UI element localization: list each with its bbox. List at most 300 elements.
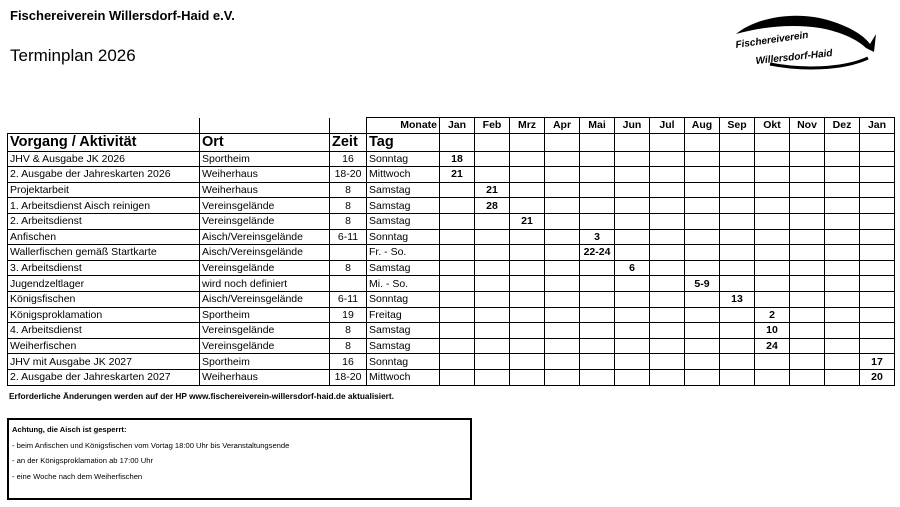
date-cell: 2 <box>755 307 790 323</box>
date-cell <box>790 291 825 307</box>
time-cell: 18-20 <box>330 369 367 385</box>
day-cell: Fr. - So. <box>367 245 440 261</box>
column-header-row <box>8 133 895 151</box>
date-cell <box>685 291 720 307</box>
table-row <box>8 213 895 229</box>
day-cell: Sonntag <box>367 291 440 307</box>
time-cell: 8 <box>330 260 367 276</box>
date-cell <box>755 369 790 385</box>
date-cell <box>790 198 825 214</box>
date-cell <box>615 245 650 261</box>
date-cell: 17 <box>860 354 895 370</box>
months-row <box>8 118 895 134</box>
activity-cell: Wallerfischen gemäß Startkarte <box>8 245 200 261</box>
day-cell: Mi. - So. <box>367 276 440 292</box>
date-cell <box>545 245 580 261</box>
date-cell <box>685 245 720 261</box>
day-cell: Sonntag <box>367 151 440 167</box>
warning-item: - eine Woche nach dem Weiherfischen <box>12 471 143 481</box>
date-cell <box>755 167 790 183</box>
day-cell: Samstag <box>367 260 440 276</box>
time-cell: 16 <box>330 354 367 370</box>
table-row <box>8 229 895 245</box>
time-cell: 19 <box>330 307 367 323</box>
activity-cell: 2. Arbeitsdienst <box>8 213 200 229</box>
date-cell <box>545 323 580 339</box>
table-row <box>8 369 895 385</box>
table-row <box>8 260 895 276</box>
empty-cell <box>825 133 860 151</box>
date-cell <box>580 354 615 370</box>
date-cell <box>825 307 860 323</box>
date-cell <box>510 276 545 292</box>
activity-cell: 2. Ausgabe der Jahreskarten 2027 <box>8 369 200 385</box>
date-cell <box>615 323 650 339</box>
time-cell <box>330 245 367 261</box>
time-cell: 6-11 <box>330 229 367 245</box>
day-cell: Samstag <box>367 198 440 214</box>
day-cell: Samstag <box>367 213 440 229</box>
date-cell <box>545 182 580 198</box>
month-header: Feb <box>475 118 510 134</box>
empty-cell <box>440 133 475 151</box>
date-cell <box>685 151 720 167</box>
month-header: Dez <box>825 118 860 134</box>
date-cell <box>615 338 650 354</box>
table-row <box>8 167 895 183</box>
date-cell <box>545 151 580 167</box>
date-cell <box>825 229 860 245</box>
date-cell <box>860 213 895 229</box>
date-cell <box>720 338 755 354</box>
date-cell <box>650 245 685 261</box>
date-cell <box>650 307 685 323</box>
date-cell <box>440 276 475 292</box>
day-cell: Freitag <box>367 307 440 323</box>
page-title: Terminplan 2026 <box>10 46 136 65</box>
club-logo-fish-icon <box>730 12 880 74</box>
location-cell: Sportheim <box>200 354 330 370</box>
date-cell <box>580 167 615 183</box>
location-cell: Aisch/Vereinsgelände <box>200 291 330 307</box>
time-cell: 8 <box>330 338 367 354</box>
date-cell <box>475 260 510 276</box>
date-cell <box>755 182 790 198</box>
date-cell <box>790 245 825 261</box>
month-header: Jan <box>860 118 895 134</box>
date-cell <box>685 213 720 229</box>
date-cell <box>510 338 545 354</box>
date-cell <box>510 198 545 214</box>
date-cell <box>720 151 755 167</box>
empty-cell <box>510 133 545 151</box>
activity-cell: 1. Arbeitsdienst Aisch reinigen <box>8 198 200 214</box>
date-cell: 13 <box>720 291 755 307</box>
location-cell: Vereinsgelände <box>200 213 330 229</box>
date-cell <box>510 323 545 339</box>
date-cell <box>755 260 790 276</box>
date-cell <box>825 338 860 354</box>
date-cell <box>615 167 650 183</box>
empty-cell <box>650 133 685 151</box>
month-header: Nov <box>790 118 825 134</box>
activity-cell: Projektarbeit <box>8 182 200 198</box>
date-cell: 21 <box>510 213 545 229</box>
warning-item: - beim Anfischen und Königsfischen vom Vortag 18:00 Uhr bis Veranstaltungsende <box>12 440 290 450</box>
date-cell <box>615 229 650 245</box>
date-cell <box>475 338 510 354</box>
date-cell: 22-24 <box>580 245 615 261</box>
date-cell <box>755 213 790 229</box>
date-cell <box>545 213 580 229</box>
month-header: Okt <box>755 118 790 134</box>
date-cell <box>790 276 825 292</box>
date-cell <box>790 182 825 198</box>
date-cell <box>650 167 685 183</box>
date-cell <box>440 182 475 198</box>
activity-cell: Königsfischen <box>8 291 200 307</box>
activity-cell: Weiherfischen <box>8 338 200 354</box>
location-cell: Vereinsgelände <box>200 260 330 276</box>
date-cell <box>825 245 860 261</box>
date-cell <box>580 338 615 354</box>
date-cell <box>825 354 860 370</box>
blank-cell <box>200 118 330 134</box>
date-cell <box>650 338 685 354</box>
date-cell <box>440 229 475 245</box>
date-cell <box>825 182 860 198</box>
date-cell <box>790 167 825 183</box>
empty-cell <box>545 133 580 151</box>
date-cell <box>475 354 510 370</box>
date-cell <box>755 276 790 292</box>
date-cell <box>650 291 685 307</box>
date-cell <box>545 198 580 214</box>
date-cell <box>440 198 475 214</box>
svg-text:Fischereiverein: Fischereiverein <box>734 29 810 51</box>
date-cell <box>440 291 475 307</box>
date-cell <box>650 229 685 245</box>
date-cell <box>580 213 615 229</box>
month-header: Jan <box>440 118 475 134</box>
date-cell <box>685 167 720 183</box>
date-cell <box>475 369 510 385</box>
date-cell <box>790 323 825 339</box>
date-cell <box>650 260 685 276</box>
date-cell <box>580 369 615 385</box>
date-cell <box>755 198 790 214</box>
date-cell <box>790 369 825 385</box>
time-cell: 6-11 <box>330 291 367 307</box>
location-cell: Vereinsgelände <box>200 323 330 339</box>
location-cell: Sportheim <box>200 307 330 323</box>
column-header-location: Ort <box>200 133 330 151</box>
date-cell <box>440 338 475 354</box>
date-cell <box>545 167 580 183</box>
location-cell: wird noch definiert <box>200 276 330 292</box>
table-row <box>8 276 895 292</box>
date-cell <box>440 245 475 261</box>
date-cell: 21 <box>440 167 475 183</box>
date-cell: 5-9 <box>685 276 720 292</box>
date-cell <box>755 245 790 261</box>
date-cell <box>685 198 720 214</box>
time-cell: 18-20 <box>330 167 367 183</box>
table-row <box>8 323 895 339</box>
date-cell <box>650 198 685 214</box>
date-cell <box>860 229 895 245</box>
date-cell <box>475 323 510 339</box>
month-header: Sep <box>720 118 755 134</box>
day-cell: Mittwoch <box>367 369 440 385</box>
date-cell <box>475 245 510 261</box>
blank-cell <box>8 118 200 134</box>
date-cell <box>650 323 685 339</box>
location-cell: Aisch/Vereinsgelände <box>200 245 330 261</box>
date-cell <box>440 213 475 229</box>
date-cell <box>860 291 895 307</box>
date-cell <box>440 323 475 339</box>
table-row <box>8 307 895 323</box>
location-cell: Aisch/Vereinsgelände <box>200 229 330 245</box>
empty-cell <box>720 133 755 151</box>
date-cell <box>685 307 720 323</box>
date-cell <box>545 276 580 292</box>
date-cell <box>510 260 545 276</box>
date-cell <box>475 151 510 167</box>
location-cell: Weiherhaus <box>200 369 330 385</box>
date-cell <box>615 369 650 385</box>
month-header: Mrz <box>510 118 545 134</box>
date-cell <box>860 182 895 198</box>
location-cell: Vereinsgelände <box>200 198 330 214</box>
date-cell <box>790 229 825 245</box>
date-cell <box>825 323 860 339</box>
date-cell <box>580 276 615 292</box>
date-cell <box>860 167 895 183</box>
date-cell <box>720 307 755 323</box>
warning-heading: Achtung, die Aisch ist gesperrt: <box>12 425 127 434</box>
date-cell <box>510 151 545 167</box>
date-cell: 3 <box>580 229 615 245</box>
date-cell <box>790 354 825 370</box>
date-cell <box>685 182 720 198</box>
table-row <box>8 151 895 167</box>
date-cell <box>685 229 720 245</box>
day-cell: Samstag <box>367 323 440 339</box>
date-cell <box>860 323 895 339</box>
date-cell <box>825 167 860 183</box>
empty-cell <box>755 133 790 151</box>
date-cell <box>650 369 685 385</box>
date-cell <box>475 276 510 292</box>
date-cell <box>545 338 580 354</box>
activity-cell: JHV mit Ausgabe JK 2027 <box>8 354 200 370</box>
empty-cell <box>685 133 720 151</box>
column-header-day: Tag <box>367 133 440 151</box>
date-cell <box>685 369 720 385</box>
date-cell <box>545 354 580 370</box>
date-cell <box>440 307 475 323</box>
date-cell <box>615 276 650 292</box>
date-cell <box>755 229 790 245</box>
date-cell <box>720 276 755 292</box>
date-cell <box>790 307 825 323</box>
warning-box <box>7 418 472 500</box>
date-cell <box>545 291 580 307</box>
activity-cell: Jugendzeltlager <box>8 276 200 292</box>
warning-item: - an der Königsproklamation ab 17:00 Uhr <box>12 456 153 465</box>
club-name: Fischereiverein Willersdorf-Haid e.V. <box>10 8 235 23</box>
date-cell <box>825 291 860 307</box>
date-cell <box>475 167 510 183</box>
date-cell <box>650 213 685 229</box>
date-cell <box>685 338 720 354</box>
date-cell <box>720 198 755 214</box>
location-cell: Weiherhaus <box>200 182 330 198</box>
date-cell <box>510 182 545 198</box>
date-cell <box>650 182 685 198</box>
date-cell <box>790 213 825 229</box>
date-cell <box>580 182 615 198</box>
month-header: Mai <box>580 118 615 134</box>
date-cell <box>545 260 580 276</box>
month-header: Jun <box>615 118 650 134</box>
date-cell <box>440 354 475 370</box>
months-label: Monate <box>367 118 440 134</box>
date-cell <box>755 291 790 307</box>
time-cell: 16 <box>330 151 367 167</box>
date-cell <box>720 369 755 385</box>
column-header-time: Zeit <box>330 133 367 151</box>
table-row <box>8 182 895 198</box>
date-cell <box>510 307 545 323</box>
day-cell: Samstag <box>367 182 440 198</box>
date-cell <box>720 229 755 245</box>
date-cell: 24 <box>755 338 790 354</box>
blank-cell <box>330 118 367 134</box>
location-cell: Sportheim <box>200 151 330 167</box>
date-cell <box>825 276 860 292</box>
date-cell: 10 <box>755 323 790 339</box>
date-cell <box>615 354 650 370</box>
date-cell <box>580 151 615 167</box>
date-cell <box>475 307 510 323</box>
date-cell <box>440 260 475 276</box>
location-cell: Weiherhaus <box>200 167 330 183</box>
day-cell: Samstag <box>367 338 440 354</box>
date-cell <box>580 198 615 214</box>
activity-cell: 4. Arbeitsdienst <box>8 323 200 339</box>
empty-cell <box>615 133 650 151</box>
table-row <box>8 198 895 214</box>
date-cell <box>510 291 545 307</box>
date-cell <box>510 354 545 370</box>
date-cell <box>720 245 755 261</box>
date-cell <box>860 338 895 354</box>
date-cell <box>685 260 720 276</box>
date-cell <box>825 260 860 276</box>
date-cell <box>860 307 895 323</box>
activity-cell: Königsproklamation <box>8 307 200 323</box>
date-cell <box>755 151 790 167</box>
time-cell: 8 <box>330 213 367 229</box>
date-cell <box>475 213 510 229</box>
date-cell <box>790 151 825 167</box>
date-cell <box>720 167 755 183</box>
time-cell <box>330 276 367 292</box>
date-cell: 20 <box>860 369 895 385</box>
date-cell <box>615 151 650 167</box>
date-cell <box>580 291 615 307</box>
date-cell <box>615 307 650 323</box>
date-cell <box>510 167 545 183</box>
date-cell <box>860 245 895 261</box>
date-cell <box>755 354 790 370</box>
empty-cell <box>475 133 510 151</box>
date-cell <box>650 151 685 167</box>
date-cell <box>720 182 755 198</box>
date-cell <box>510 245 545 261</box>
date-cell <box>825 198 860 214</box>
date-cell <box>720 213 755 229</box>
empty-cell <box>790 133 825 151</box>
date-cell <box>475 229 510 245</box>
table-row <box>8 245 895 261</box>
date-cell <box>790 260 825 276</box>
time-cell: 8 <box>330 182 367 198</box>
activity-cell: 3. Arbeitsdienst <box>8 260 200 276</box>
date-cell <box>720 323 755 339</box>
activity-cell: JHV & Ausgabe JK 2026 <box>8 151 200 167</box>
date-cell <box>650 354 685 370</box>
date-cell <box>825 369 860 385</box>
table-row <box>8 354 895 370</box>
day-cell: Sonntag <box>367 229 440 245</box>
date-cell <box>580 260 615 276</box>
schedule-table <box>7 117 895 386</box>
table-row <box>8 338 895 354</box>
day-cell: Sonntag <box>367 354 440 370</box>
date-cell <box>860 151 895 167</box>
svg-text:Willersdorf-Haid: Willersdorf-Haid <box>755 47 834 67</box>
date-cell <box>580 307 615 323</box>
empty-cell <box>860 133 895 151</box>
date-cell <box>580 323 615 339</box>
date-cell <box>860 198 895 214</box>
date-cell <box>475 291 510 307</box>
location-cell: Vereinsgelände <box>200 338 330 354</box>
column-header-activity: Vorgang / Aktivität <box>8 133 200 151</box>
date-cell <box>545 229 580 245</box>
date-cell <box>545 307 580 323</box>
time-cell: 8 <box>330 323 367 339</box>
date-cell <box>825 213 860 229</box>
date-cell <box>615 182 650 198</box>
date-cell <box>720 354 755 370</box>
day-cell: Mittwoch <box>367 167 440 183</box>
table-row <box>8 291 895 307</box>
month-header: Jul <box>650 118 685 134</box>
date-cell: 28 <box>475 198 510 214</box>
date-cell <box>510 229 545 245</box>
update-note: Erforderliche Änderungen werden auf der HP www.fischereiverein-willersdorf-haid.de aktualisiert. <box>9 391 394 401</box>
date-cell <box>545 369 580 385</box>
date-cell <box>685 354 720 370</box>
activity-cell: Anfischen <box>8 229 200 245</box>
activity-cell: 2. Ausgabe der Jahreskarten 2026 <box>8 167 200 183</box>
date-cell: 6 <box>615 260 650 276</box>
